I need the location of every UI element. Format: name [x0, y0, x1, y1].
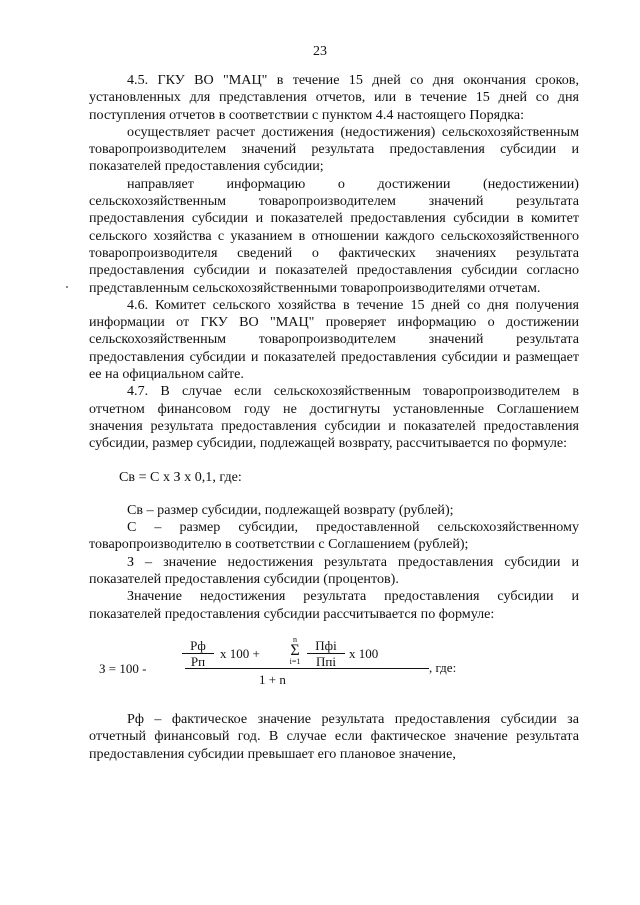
- paragraph-send-info: направляет информацию о достижении (недостижении) сельскохозяйственным товаропроизводителем значений результата предоставления субсидии и показателей предоставления субсидии в комитет сельского хозяйства с указанием в отношении каждого сельскохозяйственного товаропроизводителя сведений о фактических значениях результата предоставления субсидии и показателей предоставления субсидии согласно представленным сельскохозяйственными товаропроизводителями отчетам.: [89, 175, 579, 296]
- formula-nondelivery: [89, 635, 579, 701]
- paragraph-calculation: осуществляет расчет достижения (недостижения) сельскохозяйственным товаропроизводителем значений результата предоставления субсидии и показателей предоставления субсидии;: [89, 123, 579, 175]
- definition-s: С – размер субсидии, предоставленной сельскохозяйственному товаропроизводителю в соответствии с Соглашением (рублей);: [89, 519, 579, 553]
- definition-sv: Св – размер субсидии, подлежащей возврату (рублей);: [127, 501, 454, 518]
- sum-operator: [288, 635, 302, 666]
- page-number: 23: [313, 44, 327, 59]
- sum-lower-limit: i=1: [289, 656, 301, 666]
- definition-z: З – значение недостижения результата предоставления субсидии и показателей предоставления субсидии (процентов).: [89, 553, 579, 588]
- margin-dot: [66, 286, 68, 288]
- formula-refund: Св = С х З х 0,1, где:: [119, 468, 242, 485]
- fraction-denominator: Рп: [190, 653, 206, 669]
- sum-upper-limit: n: [293, 634, 297, 644]
- main-denominator: 1 + n: [259, 671, 286, 687]
- paragraph-4-5: 4.5. ГКУ ВО "МАЦ" в течение 15 дней со дня окончания сроков, установленных для представления отчетов, или в течение 15 дней со дня поступления отчетов в соответствии с пунктом 4.4 настоящего Порядка:: [89, 72, 579, 123]
- main-fraction-bar: [185, 668, 429, 669]
- formula-times-plus: х 100 +: [220, 645, 260, 661]
- fraction-pf-pp: [307, 638, 345, 669]
- paragraph-4-6: 4.6. Комитет сельского хозяйства в течение 15 дней со дня получения информации от ГКУ ВО "МАЦ" проверяет информацию о достижении сельскохозяйственным товаропроизводителем значений результата предоставления субсидии и показателей предоставления субсидии и размещает ее на официальном сайте.: [89, 296, 579, 383]
- paragraph-4-7: 4.7. В случае если сельскохозяйственным товаропроизводителем в отчетном финансовом году не достигнуты установленные Соглашением значения результата предоставления субсидии и показателей предоставления субсидии, размер субсидии, подлежащей возврату, рассчитывается по формуле:: [89, 383, 579, 452]
- formula-lhs: З = 100 -: [99, 660, 147, 676]
- formula-times: х 100: [349, 645, 379, 661]
- paragraph-rf-definition: Рф – фактическое значение результата предоставления субсидии за отчетный финансовый год. В случае если фактическое значение результата предоставления субсидии превышает его плановое значение,: [89, 710, 579, 762]
- document-body: [89, 72, 579, 763]
- fraction-denominator: Ппi: [316, 653, 336, 669]
- fraction-numerator: Рф: [182, 638, 214, 654]
- sigma-symbol: Σ: [290, 641, 300, 659]
- fraction-numerator: Пфi: [307, 638, 345, 654]
- formula-tail: , где:: [429, 659, 457, 675]
- fraction-rf-rp: [182, 638, 214, 669]
- paragraph-z-formula-intro: Значение недостижения результата предоставления субсидии и показателей предоставления субсидии рассчитывается по формуле:: [89, 588, 579, 622]
